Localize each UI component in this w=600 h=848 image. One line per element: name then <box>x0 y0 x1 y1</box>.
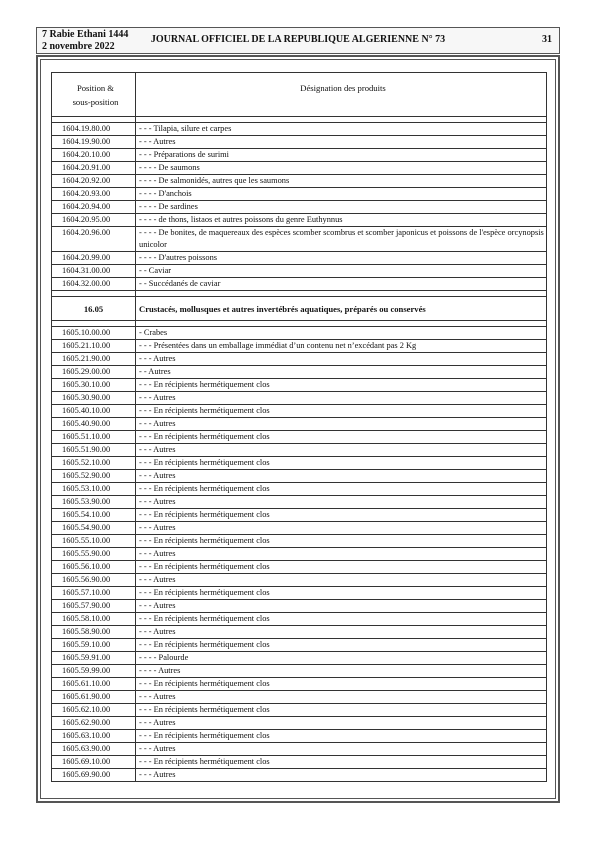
table-row <box>52 678 547 691</box>
table-row <box>52 496 547 509</box>
table-row <box>52 756 547 769</box>
position-code: 1604.20.99.00 <box>52 252 136 265</box>
position-code: 1604.20.92.00 <box>52 175 136 188</box>
table-row <box>52 665 547 678</box>
position-code: 1605.59.99.00 <box>52 665 136 678</box>
table-row <box>52 613 547 626</box>
product-designation: - - - En récipients hermétiquement clos <box>136 483 547 496</box>
table-row <box>52 431 547 444</box>
table-row <box>52 123 547 136</box>
table-row <box>52 162 547 175</box>
table-row <box>52 175 547 188</box>
table-row <box>52 548 547 561</box>
table-row <box>52 509 547 522</box>
table-row <box>52 704 547 717</box>
position-code: 1605.21.10.00 <box>52 340 136 353</box>
table-row <box>52 691 547 704</box>
product-designation: - - - Autres <box>136 136 547 149</box>
product-designation: - - - Autres <box>136 496 547 509</box>
page-number: 31 <box>542 34 552 45</box>
table-row <box>52 561 547 574</box>
product-designation: - - - En récipients hermétiquement clos <box>136 405 547 418</box>
col-position-header-line2: sous-position <box>72 96 119 107</box>
position-code: 1604.19.90.00 <box>52 136 136 149</box>
table-row <box>52 470 547 483</box>
table-row <box>52 574 547 587</box>
hijri-date: 7 Rabie Ethani 1444 <box>42 29 129 40</box>
position-code: 1605.53.10.00 <box>52 483 136 496</box>
table-row <box>52 188 547 201</box>
table-row <box>52 201 547 214</box>
journal-title: JOURNAL OFFICIEL DE LA REPUBLIQUE ALGERIENNE N° 73 <box>150 34 446 45</box>
product-designation: - - - Préparations de surimi <box>136 149 547 162</box>
table-row <box>52 265 547 278</box>
position-code: 1605.10.00.00 <box>52 327 136 340</box>
position-code: 1604.31.00.00 <box>52 265 136 278</box>
position-code: 1605.29.00.00 <box>52 366 136 379</box>
table-row <box>52 639 547 652</box>
position-code: 1605.61.90.00 <box>52 691 136 704</box>
position-code: 1605.40.90.00 <box>52 418 136 431</box>
col-designation-header: Désignation des produits <box>136 73 547 117</box>
position-code: 1605.51.10.00 <box>52 431 136 444</box>
product-designation: - - Succédanés de caviar <box>136 278 547 291</box>
position-code: 1605.54.90.00 <box>52 522 136 535</box>
table-row <box>52 227 547 252</box>
product-designation: - - - - Palourde <box>136 652 547 665</box>
table-row <box>52 444 547 457</box>
position-code: 1605.58.10.00 <box>52 613 136 626</box>
table-row <box>52 340 547 353</box>
table-row <box>52 626 547 639</box>
position-code: 1605.57.90.00 <box>52 600 136 613</box>
product-designation: - - - Présentées dans un emballage immédiat d’un contenu net n’excédant pas 2 Kg <box>136 340 547 353</box>
product-designation: - - Caviar <box>136 265 547 278</box>
product-designation: - - - En récipients hermétiquement clos <box>136 639 547 652</box>
product-designation: - - - En récipients hermétiquement clos <box>136 730 547 743</box>
product-designation: - - - - De sardines <box>136 201 547 214</box>
position-code: 1604.20.10.00 <box>52 149 136 162</box>
product-designation: - - - Autres <box>136 418 547 431</box>
section-title: Crustacés, mollusques et autres invertébrés aquatiques, préparés ou conservés <box>136 297 547 321</box>
position-code: 1605.56.90.00 <box>52 574 136 587</box>
position-code: 1605.51.90.00 <box>52 444 136 457</box>
table-header-row <box>52 73 547 117</box>
product-designation: - - - En récipients hermétiquement clos <box>136 431 547 444</box>
position-code: 1605.63.90.00 <box>52 743 136 756</box>
product-designation: - - - - De saumons <box>136 162 547 175</box>
product-designation: - - - En récipients hermétiquement clos <box>136 613 547 626</box>
product-designation: - - - - Autres <box>136 665 547 678</box>
table-row <box>52 418 547 431</box>
table-row <box>52 535 547 548</box>
table-row <box>52 730 547 743</box>
product-designation: - - - En récipients hermétiquement clos <box>136 704 547 717</box>
position-code: 1605.69.90.00 <box>52 769 136 782</box>
tariff-table <box>51 72 547 782</box>
position-code: 1605.30.10.00 <box>52 379 136 392</box>
position-code: 1605.40.10.00 <box>52 405 136 418</box>
product-designation: - - - - De salmonidés, autres que les saumons <box>136 175 547 188</box>
position-code: 1605.57.10.00 <box>52 587 136 600</box>
product-designation: - - - En récipients hermétiquement clos <box>136 587 547 600</box>
product-designation: - - - Autres <box>136 574 547 587</box>
position-code: 1604.20.96.00 <box>52 227 136 252</box>
position-code: 1604.19.80.00 <box>52 123 136 136</box>
position-code: 1605.52.10.00 <box>52 457 136 470</box>
product-designation: - - - Autres <box>136 717 547 730</box>
section-heading-row <box>52 297 547 321</box>
product-designation: - - - Autres <box>136 626 547 639</box>
position-code: 1605.56.10.00 <box>52 561 136 574</box>
position-code: 1604.20.93.00 <box>52 188 136 201</box>
position-code: 1605.55.10.00 <box>52 535 136 548</box>
product-designation: - - - En récipients hermétiquement clos <box>136 756 547 769</box>
position-code: 1605.59.10.00 <box>52 639 136 652</box>
product-designation: - - - Autres <box>136 548 547 561</box>
table-row <box>52 717 547 730</box>
product-designation: - - - Autres <box>136 743 547 756</box>
position-code: 1605.55.90.00 <box>52 548 136 561</box>
position-code: 1605.59.91.00 <box>52 652 136 665</box>
table-row <box>52 366 547 379</box>
position-code: 1604.20.91.00 <box>52 162 136 175</box>
product-designation: - - - En récipients hermétiquement clos <box>136 561 547 574</box>
page-header <box>36 27 560 54</box>
position-code: 1605.62.90.00 <box>52 717 136 730</box>
product-designation: - - - En récipients hermétiquement clos <box>136 509 547 522</box>
position-code: 1605.62.10.00 <box>52 704 136 717</box>
product-designation: - - - En récipients hermétiquement clos <box>136 678 547 691</box>
product-designation: - - - Autres <box>136 600 547 613</box>
product-designation: - - - - D'anchois <box>136 188 547 201</box>
position-code: 1605.61.10.00 <box>52 678 136 691</box>
table-row <box>52 587 547 600</box>
product-designation: - - - Autres <box>136 470 547 483</box>
product-designation: - - - Autres <box>136 444 547 457</box>
product-designation: - - - En récipients hermétiquement clos <box>136 535 547 548</box>
position-code: 1604.20.95.00 <box>52 214 136 227</box>
product-designation: - - - Autres <box>136 353 547 366</box>
product-designation: - - - Autres <box>136 392 547 405</box>
position-code: 1605.69.10.00 <box>52 756 136 769</box>
col-position-header-line1: Position & <box>76 82 114 93</box>
section-code: 16.05 <box>52 297 136 321</box>
table-row <box>52 522 547 535</box>
gregorian-date: 2 novembre 2022 <box>42 41 115 52</box>
position-code: 1604.20.94.00 <box>52 201 136 214</box>
position-code: 1605.30.90.00 <box>52 392 136 405</box>
table-row <box>52 743 547 756</box>
product-designation: - - - Autres <box>136 769 547 782</box>
table-row <box>52 652 547 665</box>
table-row <box>52 405 547 418</box>
product-designation: - - - Tilapia, silure et carpes <box>136 123 547 136</box>
product-designation: - - Autres <box>136 366 547 379</box>
table-row <box>52 149 547 162</box>
position-code: 1605.58.90.00 <box>52 626 136 639</box>
position-code: 1605.63.10.00 <box>52 730 136 743</box>
product-designation: - - - Autres <box>136 691 547 704</box>
position-code: 1605.53.90.00 <box>52 496 136 509</box>
col-position-header <box>52 73 136 117</box>
product-designation: - - - En récipients hermétiquement clos <box>136 379 547 392</box>
table-row <box>52 252 547 265</box>
product-designation: - - - - de thons, listaos et autres poissons du genre Euthynnus <box>136 214 547 227</box>
table-row <box>52 214 547 227</box>
table-row <box>52 379 547 392</box>
product-designation: - Crabes <box>136 327 547 340</box>
table-row <box>52 483 547 496</box>
table-row <box>52 327 547 340</box>
position-code: 1605.54.10.00 <box>52 509 136 522</box>
position-code: 1605.21.90.00 <box>52 353 136 366</box>
table-row <box>52 353 547 366</box>
table-row <box>52 600 547 613</box>
table-row <box>52 392 547 405</box>
table-row <box>52 769 547 782</box>
table-row <box>52 136 547 149</box>
position-code: 1605.52.90.00 <box>52 470 136 483</box>
table-row <box>52 457 547 470</box>
product-designation: - - - - D'autres poissons <box>136 252 547 265</box>
position-code: 1604.32.00.00 <box>52 278 136 291</box>
product-designation: - - - - De bonites, de maquereaux des espèces scomber scombrus et scomber japonicus et poissons de l'espèce orcynopsis unicolor <box>136 227 547 252</box>
product-designation: - - - En récipients hermétiquement clos <box>136 457 547 470</box>
product-designation: - - - Autres <box>136 522 547 535</box>
table-row <box>52 278 547 291</box>
